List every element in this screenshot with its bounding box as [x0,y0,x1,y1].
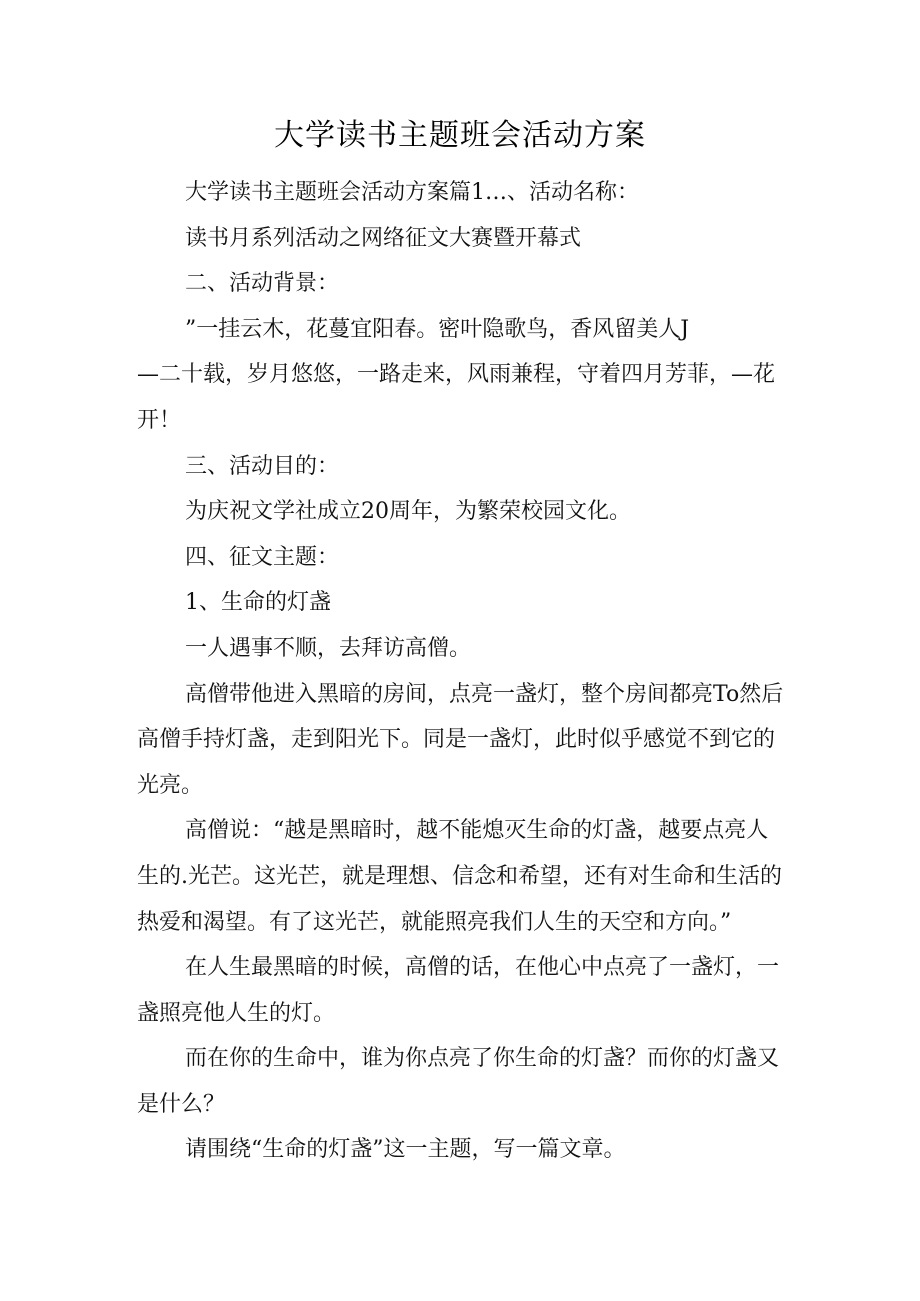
paragraph-story-intro: 一人遇事不顺，去拜访高僧。 [185,635,472,661]
heading-essay-theme: 四、征文主题： [185,544,340,570]
paragraph-instruction: 请围绕“生命的灯盏”这一主题，写一篇文章。 [185,1137,626,1163]
heading-activity-purpose: 三、活动目的： [185,453,340,479]
paragraph-activity-title: 读书月系列活动之网络征文大赛暨开幕式 [185,225,582,251]
document-body [137,170,787,1173]
paragraph-twenty-years: —二十载，岁月悠悠，一路走来，风雨兼程，守着四月芳菲，—花开！ [137,362,776,433]
document-title: 大学读书主题班会活动方案 [274,118,646,153]
paragraph-purpose: 为庆祝文学社成立20周年，为繁荣校园文化。 [185,499,631,525]
paragraph-question: 而在你的生命中，谁为你点亮了你生命的灯盏？而你的灯盏又是什么？ [137,1046,780,1117]
paragraph-story-ending: 在人生最黑暗的时候，高僧的话，在他心中点亮了一盏灯，一盏照亮他人生的灯。 [137,955,780,1026]
paragraph-poem: ”一挂云木，花蔓宜阳春。密叶隐歌鸟，香风留美人J [185,316,690,342]
heading-theme-1: 1、生命的灯盏 [185,590,331,616]
heading-activity-background: 二、活动背景： [185,271,340,297]
paragraph-story-lamp: 高僧带他进入黑暗的房间，点亮一盏灯，整个房间都亮To然后高僧手持灯盏，走到阳光下。同是一盏灯，此时似乎感觉不到它的光亮。 [137,681,784,798]
paragraph-monk-quote: 高僧说：“越是黑暗时，越不能熄灭生命的灯盏，越要点亮人生的.光芒。这光芒，就是理想、信念和希望，还有对生命和生活的热爱和渴望。有了这光芒，就能照亮我们人生的天空和方向。” [137,818,782,935]
paragraph-activity-name: 大学读书主题班会活动方案篇1…、活动名称： [185,180,639,205]
